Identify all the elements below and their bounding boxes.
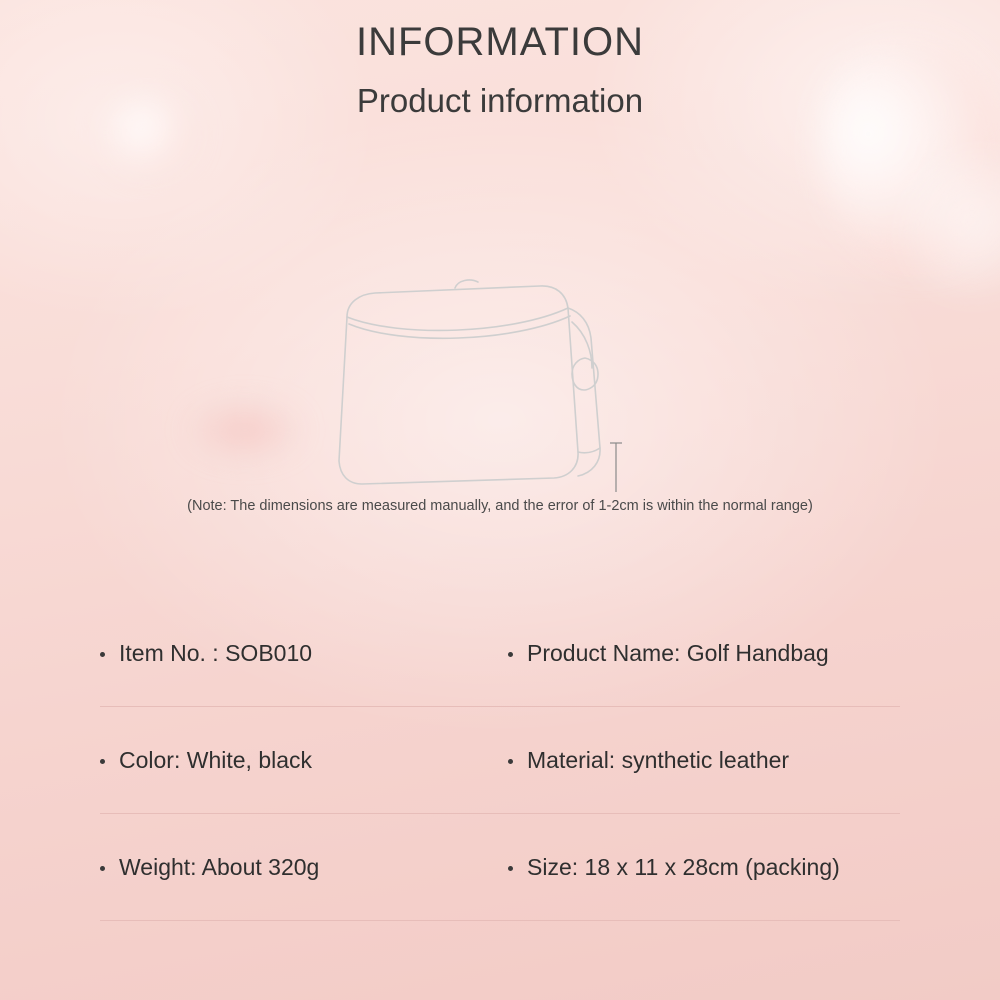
product-dimension-diagram (0, 162, 1000, 492)
spec-size (492, 854, 900, 881)
bullet-icon (100, 652, 105, 657)
spec-item-no-text: Item No. : SOB010 (119, 639, 313, 666)
spec-color (100, 747, 492, 774)
bullet-icon (100, 866, 105, 871)
table-row (100, 600, 900, 707)
table-row (100, 707, 900, 814)
bullet-icon (508, 866, 513, 871)
specification-table (100, 600, 900, 921)
spec-size-text: Size: 18 x 11 x 28cm (packing) (527, 853, 840, 880)
spec-material-text: Material: synthetic leather (527, 746, 790, 773)
bullet-icon (508, 652, 513, 657)
bullet-icon (100, 759, 105, 764)
measurement-note: (Note: The dimensions are measured manually, and the error of 1-2cm is within the normal range) (187, 498, 813, 514)
spec-product-name (492, 640, 900, 667)
page-subtitle: Product information (356, 82, 644, 119)
page-title: INFORMATION (355, 20, 644, 64)
spec-weight (100, 854, 492, 881)
spec-weight-text: Weight: About 320g (119, 853, 320, 880)
table-row (100, 814, 900, 921)
spec-color-text: Color: White, black (119, 746, 313, 773)
page-header (0, 0, 1000, 120)
bag-line-drawing (0, 162, 1000, 492)
bullet-icon (508, 759, 513, 764)
spec-product-name-text: Product Name: Golf Handbag (527, 639, 829, 666)
spec-material (492, 747, 900, 774)
spec-item-no (100, 640, 492, 667)
